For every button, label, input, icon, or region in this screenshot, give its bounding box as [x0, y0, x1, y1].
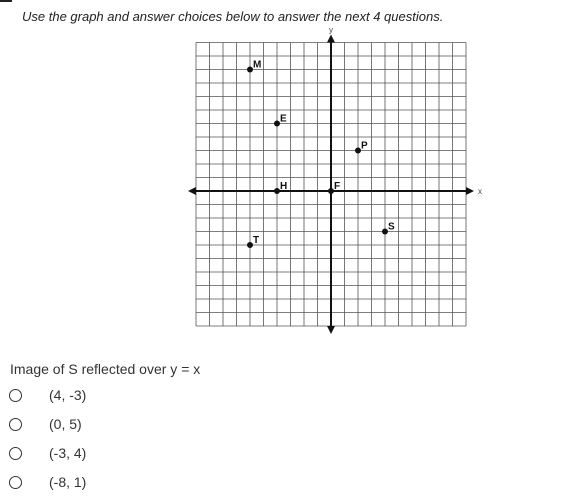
radio-button-icon[interactable] [9, 476, 22, 489]
point-label-f: F [334, 181, 341, 192]
radio-button-icon[interactable] [9, 447, 22, 460]
point-label-t: T [253, 235, 260, 246]
choice-4[interactable] [9, 472, 87, 492]
x-axis-arrow-left-icon [188, 187, 196, 195]
choice-label: (-8, 1) [49, 474, 87, 490]
y-axis-arrow-down-icon [327, 326, 335, 334]
point-label-e: E [280, 113, 287, 125]
y-axis-arrow-up-icon [327, 35, 335, 43]
choice-3[interactable] [9, 443, 87, 463]
axes [188, 26, 482, 335]
point-label-p: P [361, 140, 368, 152]
instructions-text: Use the graph and answer choices below to answer the next 4 questions. [22, 9, 444, 24]
choice-label: (4, -3) [49, 387, 87, 403]
point-label-h: H [280, 181, 288, 192]
x-axis-arrow-right-icon [466, 187, 474, 195]
plotted-points [247, 60, 395, 249]
x-axis-label: x [478, 187, 482, 196]
radio-button-icon[interactable] [9, 389, 22, 402]
choice-label: (-3, 4) [49, 445, 87, 461]
choice-1[interactable] [9, 385, 87, 405]
radio-button-icon[interactable] [9, 418, 22, 431]
choice-label: (0, 5) [49, 416, 82, 432]
y-axis-label: y [329, 25, 333, 35]
choice-2[interactable] [9, 414, 82, 434]
question-text: Image of S reflected over y = x [10, 361, 201, 377]
point-label-s: S [388, 221, 395, 233]
point-label-m: M [253, 59, 262, 71]
